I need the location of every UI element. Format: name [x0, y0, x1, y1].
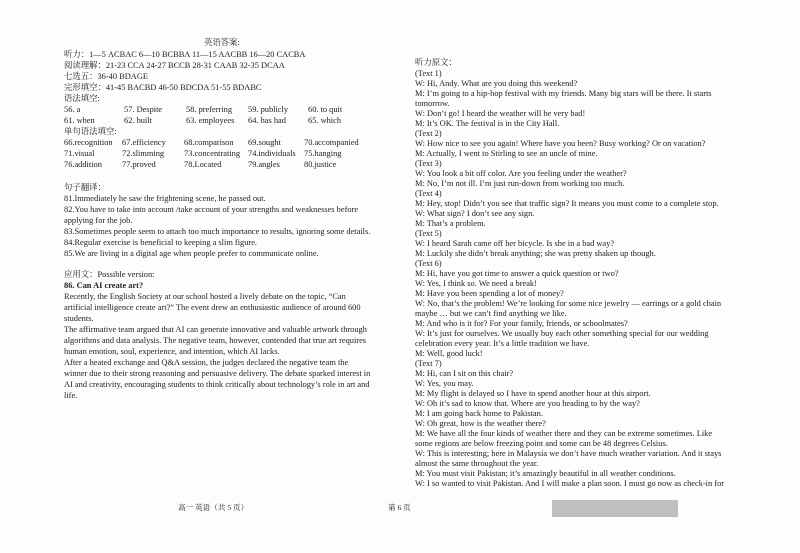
transcript-line: W: This is interesting; here in Malaysia we don’t have much weather variation. And it stays	[415, 449, 722, 458]
word-cell: 69.sought	[248, 138, 281, 147]
grammar-cell: 58. preferring	[186, 105, 233, 114]
page-footer-center: 第 6 页	[388, 503, 411, 512]
transcript-line: M: And who is it for? For your family, friends, or schoolmates?	[415, 319, 628, 328]
transcript-line: M: My flight is delayed so I have to spend another hour at this airport.	[415, 389, 651, 398]
transcript-line: M: I’m going to a hip-hop festival with my friends. Many big stars will be there. It starts	[415, 89, 712, 98]
word-cell: 72.slimming	[122, 149, 165, 158]
page-footer-left: 高一 英语（共 5 页）	[178, 503, 249, 512]
essay-line: Recently, the English Society at our school hosted a lively debate on the topic, “Can	[64, 292, 346, 301]
transcript-line: W: I so wanted to visit Pakistan. And I will make a plan soon. I must go now as check-in for	[415, 479, 725, 488]
transcript-line: W: How nice to see you again! Where have you been? Busy working? Or on vacation?	[415, 139, 706, 148]
transcript-line: tomorrow.	[415, 99, 450, 108]
transcript-line: W: It’s just for ourselves. We usually buy each other something special for our wedding	[415, 329, 709, 338]
essay-line: winner due to their strong reasoning and persuasive delivery. The debate sparked interest in	[64, 369, 371, 378]
transcript-line: W: No, that’s the problem! We’re looking for some nice jewelry — earrings or a gold chain	[415, 299, 722, 308]
essay-line: AI and creativity, encouraging students to think critically about technology’s role in art and	[64, 380, 370, 389]
transcript-line: W: Hi, Andy. What are you doing this weekend?	[415, 79, 578, 88]
word-cell: 78.Located	[184, 160, 222, 169]
word-cell: 71.visual	[64, 149, 95, 158]
word-cell: 74.individuals	[248, 149, 296, 158]
transcript-line: (Text 4)	[415, 189, 442, 198]
word-cell: 80.justice	[304, 160, 337, 169]
essay-line: students.	[64, 314, 94, 323]
essay-line: After a heated exchange and Q&A session, the judges declared the negative team the	[64, 358, 349, 367]
essay-line: life.	[64, 391, 78, 400]
translation-line: 84.Regular exercise is beneficial to keeping a slim figure.	[64, 238, 258, 247]
transcript-line: (Text 7)	[415, 359, 442, 368]
grammar-cell: 62. built	[124, 116, 152, 125]
grammar-cell: 64. has had	[248, 116, 286, 125]
transcript-line: M: It’s OK. The festival is in the City Hall.	[415, 119, 560, 128]
grammar-title: 语法填空:	[64, 94, 100, 103]
transcript-line: (Text 5)	[415, 229, 442, 238]
transcript-line: M: Hi, have you got time to answer a quick question or two?	[415, 269, 619, 278]
translation-line: applying for the job.	[64, 216, 133, 225]
transcript-line: some regions are below freezing point and some can be 48 degrees Celsius.	[415, 439, 668, 448]
word-cell: 68.comparison	[184, 138, 234, 147]
transcript-line: almost the same throughout the year.	[415, 459, 539, 468]
translation-line: 81.Immediately he saw the frightening scene, he passed out.	[64, 194, 266, 203]
translation-line: 82.You have to take into account /take account of your strengths and weaknesses before	[64, 205, 359, 214]
essay-heading: 86. Can AI create art?	[64, 281, 144, 290]
transcript-line: M: Hi, can I sit on this chair?	[415, 369, 514, 378]
translation-line: 85.We are living in a digital age when people prefer to communicate online.	[64, 249, 319, 258]
grammar-cell: 57. Despite	[124, 105, 163, 114]
transcript-line: M: You must visit Pakistan; it’s amazingly beautiful in all weather conditions.	[415, 469, 676, 478]
transcript-line: M: Well, good luck!	[415, 349, 483, 358]
transcript-title: 听力原文：	[415, 58, 457, 67]
word-cell: 77.proved	[122, 160, 156, 169]
word-title: 单句语法填空:	[64, 127, 117, 136]
essay-line: algorithms and data analysis. The negative team, however, contended that true art requires	[64, 336, 367, 345]
essay-title: 应用文：Possible version:	[64, 270, 155, 279]
transcript-line: W: I heard Sarah came off her bicycle. Is she in a bad way?	[415, 239, 615, 248]
transcript-line: (Text 2)	[415, 129, 442, 138]
transcript-line: M: I am going back home to Pakistan.	[415, 409, 543, 418]
word-cell: 66.recognition	[64, 138, 113, 147]
answer-column	[64, 0, 394, 553]
transcript-line: M: Actually, I went to Stirling to see an uncle of mine.	[415, 149, 598, 158]
grammar-cell: 65. which	[308, 116, 342, 125]
transcript-line: (Text 6)	[415, 259, 442, 268]
grammar-cell: 63. employees	[186, 116, 235, 125]
grammar-cell: 60. to quit	[308, 105, 343, 114]
transcript-line: W: Yes, you may.	[415, 379, 474, 388]
word-cell: 70.accompanied	[304, 138, 359, 147]
grammar-cell: 61. when	[64, 116, 95, 125]
listening-answers: 听力：1—5 ACBAC 6—10 BCBBA 11—15 AACBB 16—20 CACBA	[64, 50, 306, 59]
grammar-cell: 56. a	[64, 105, 81, 114]
transcript-line: W: Don’t go! I heard the weather will be very bad!	[415, 109, 586, 118]
seven-choose-five-answers: 七选五：36-40 BDAGE	[64, 72, 148, 81]
transcript-column	[415, 0, 755, 553]
transcript-line: celebration every year. It’s a little tradition we have.	[415, 339, 590, 348]
transcript-line: W: Yes, I think so. We need a break!	[415, 279, 537, 288]
translation-title: 句子翻译：	[64, 183, 106, 192]
word-cell: 67.efficiency	[122, 138, 166, 147]
word-cell: 79.angles	[248, 160, 280, 169]
transcript-line: maybe … but we can’t find anything we like.	[415, 309, 567, 318]
transcript-line: W: You look a bit off color. Are you feeling under the weather?	[415, 169, 627, 178]
cloze-answers: 完形填空：41-45 BACBD 46-50 BDCDA 51-55 BDABC	[64, 83, 262, 92]
transcript-line: M: Hey, stop! Didn’t you see that traffic sign? It means you must come to a complete stop.	[415, 199, 719, 208]
transcript-line: (Text 1)	[415, 69, 442, 78]
word-cell: 76.addition	[64, 160, 102, 169]
word-cell: 73.concentrating	[184, 149, 241, 158]
transcript-line: (Text 3)	[415, 159, 442, 168]
grammar-cell: 59. publicly	[248, 105, 289, 114]
transcript-line: W: What sign? I don’t see any sign.	[415, 209, 535, 218]
transcript-line: W: Oh great, how is the weather there?	[415, 419, 546, 428]
answer-key-title: 英语答案:	[204, 38, 240, 47]
transcript-line: M: Luckily she didn’t break anything; she was pretty shaken up though.	[415, 249, 656, 258]
transcript-line: M: That’s a problem.	[415, 219, 486, 228]
word-cell: 75.hanging	[304, 149, 342, 158]
translation-line: 83.Sometimes people seem to attach too much importance to results, ignoring some details.	[64, 227, 371, 236]
essay-line: artificial intelligence create art?” The event drew an enthusiastic audience of around 600	[64, 303, 361, 312]
essay-line: human emotion, soul, experience, and intention, which AI lacks.	[64, 347, 280, 356]
redaction-box	[552, 500, 678, 517]
essay-line: The affirmative team argued that AI can generate innovative and valuable artwork through	[64, 325, 367, 334]
transcript-line: M: We have all the four kinds of weather there and they can be extreme sometimes. Like	[415, 429, 713, 438]
transcript-line: M: No, I’m not ill. I’m just run-down from working too much.	[415, 179, 625, 188]
transcript-line: W: Oh it’s sad to know that. Where are you heading to by the way?	[415, 399, 640, 408]
transcript-line: M: Have you been spending a lot of money?	[415, 289, 564, 298]
reading-answers: 阅读理解：21-23 CCA 24-27 BCCB 28-31 CAAB 32-35 DCAA	[64, 61, 285, 70]
